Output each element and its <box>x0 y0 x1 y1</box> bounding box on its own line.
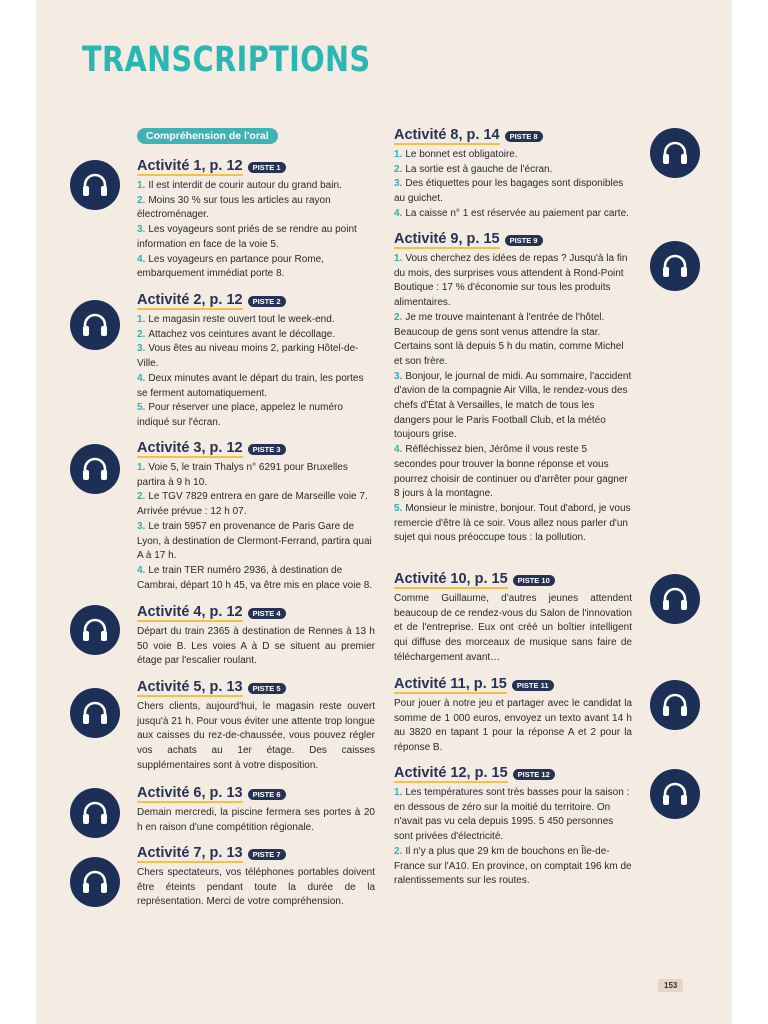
piste-badge[interactable]: PISTE 4 <box>248 608 286 619</box>
transcript-line: 1. Le bonnet est obligatoire. <box>394 149 518 160</box>
headphones-glyph <box>81 868 109 896</box>
right-earcup <box>681 600 687 610</box>
headphones-glyph <box>81 455 109 483</box>
transcript-line: 3. Les voyageurs sont priés de se rendre au point information en face de la voie 5. <box>137 224 357 250</box>
right-earcup <box>101 814 107 824</box>
headphones-icon[interactable] <box>650 574 700 624</box>
piste-badge[interactable]: PISTE 11 <box>512 680 554 691</box>
headphones-glyph <box>661 585 689 613</box>
headphones-glyph <box>81 616 109 644</box>
activity-3 <box>137 440 375 593</box>
activity-title: Activité 8, p. 14 <box>394 127 500 143</box>
piste-badge[interactable]: PISTE 10 <box>513 575 555 586</box>
section-label: Compréhension de l'oral <box>137 128 278 144</box>
transcript-line: 1. Voie 5, le train Thalys n° 6291 pour Bruxelles partira à 9 h 10. <box>137 462 348 488</box>
activity-12 <box>394 765 632 889</box>
activity-title: Activité 2, p. 12 <box>137 292 243 308</box>
transcript-line: 4. La caisse n° 1 est réservée au paiement par carte. <box>394 207 629 219</box>
headband <box>85 703 105 716</box>
transcript-text: Chers spectateurs, vos téléphones portables doivent être éteints pendant toute la durée de la représentation. Merci de votre compréhension. <box>137 867 375 908</box>
headphones-icon[interactable] <box>70 444 120 494</box>
headphones-glyph <box>81 171 109 199</box>
left-earcup <box>663 706 669 716</box>
left-earcup <box>83 631 89 641</box>
headphones-icon[interactable] <box>650 128 700 178</box>
transcript-line: 1. Les températures sont très basses pour la saison : en dessous de zéro sur la moitié du territoire. On n'avait pas vu cela depuis 1995. 5 450 personnes sont privées d'électricité. <box>394 787 630 843</box>
piste-badge[interactable]: PISTE 2 <box>248 296 286 307</box>
headphones-glyph <box>661 691 689 719</box>
transcript-line: 5. Pour réserver une place, appelez le numéro indiqué sur l'écran. <box>137 402 343 428</box>
headband <box>85 872 105 885</box>
activity-title: Activité 1, p. 12 <box>137 158 243 174</box>
transcript-line: 4. Le train TER numéro 2936, à destination de Cambrai, départ 10 h 45, va être mis en place voie 8. <box>137 564 373 591</box>
activity-title: Activité 6, p. 13 <box>137 785 243 801</box>
left-earcup <box>663 267 669 277</box>
activity-title: Activité 5, p. 13 <box>137 679 243 695</box>
headphones-icon[interactable] <box>70 688 120 738</box>
transcript-line: 3. Le train 5957 en provenance de Paris Gare de Lyon, à destination de Clermont-Ferrand, partira quai A à 17 h. <box>137 520 372 562</box>
headband <box>85 803 105 816</box>
left-earcup <box>83 714 89 724</box>
headphones-glyph <box>661 252 689 280</box>
left-earcup <box>663 795 669 805</box>
activity-title: Activité 12, p. 15 <box>394 765 508 781</box>
headphones-icon[interactable] <box>650 241 700 291</box>
piste-badge[interactable]: PISTE 6 <box>248 789 286 800</box>
transcript-line: 4. Réfléchissez bien, Jérôme il vous reste 5 secondes pour trouver la bonne réponse et vous pourrez choisir de continuer ou d'arrêter pour gagner 8 jours à la montagne. <box>394 444 628 500</box>
transcript-line: 1. Il est interdit de courir autour du grand bain. <box>137 180 342 191</box>
activity-title: Activité 10, p. 15 <box>394 571 508 587</box>
activity-2 <box>137 292 375 431</box>
page-title: TRANSCRIPTIONS <box>82 40 371 80</box>
right-earcup <box>101 326 107 336</box>
activity-1 <box>137 158 375 282</box>
headband <box>85 459 105 472</box>
transcript-text: Pour jouer à notre jeu et partager avec le candidat la somme de 1 000 euros, envoyez un texto avant 14 h au 3820 en tapant 1 pour la réponse A et 2 pour la réponse B. <box>394 698 632 754</box>
activity-7 <box>137 845 375 910</box>
transcript-line: 2. Attachez vos ceintures avant le décollage. <box>137 328 336 340</box>
piste-badge[interactable]: PISTE 1 <box>248 162 286 173</box>
transcript-line: 3. Des étiquettes pour les bagages sont disponibles au guichet. <box>394 178 624 205</box>
piste-badge[interactable]: PISTE 9 <box>505 235 543 246</box>
headband <box>665 589 685 602</box>
activity-4 <box>137 604 375 669</box>
activity-6 <box>137 785 375 835</box>
transcript-line: 4. Deux minutes avant le départ du train, les portes se ferment automatiquement. <box>137 372 364 399</box>
left-earcup <box>83 186 89 196</box>
piste-badge[interactable]: PISTE 12 <box>513 769 555 780</box>
headphones-glyph <box>661 780 689 808</box>
transcript-line: 2. La sortie est à gauche de l'écran. <box>394 163 553 175</box>
right-earcup <box>681 154 687 164</box>
transcript-line: 2. Moins 30 % sur tous les articles au rayon électroménager. <box>137 194 331 221</box>
piste-badge[interactable]: PISTE 3 <box>248 444 286 455</box>
activity-5 <box>137 679 375 774</box>
activity-title: Activité 11, p. 15 <box>394 676 507 692</box>
headband <box>85 315 105 328</box>
transcript-line: 1. Vous cherchez des idées de repas ? Jusqu'à la fin du mois, des surprises vous attendent à Rond-Point Boutique : 17 % d'économie sur tous les produits alimentaires. <box>394 253 628 309</box>
activity-title: Activité 9, p. 15 <box>394 231 500 247</box>
right-earcup <box>101 470 107 480</box>
transcript-text: Demain mercredi, la piscine fermera ses portes à 20 h en raison d'une compétition régionale. <box>137 807 375 833</box>
right-earcup <box>101 631 107 641</box>
left-earcup <box>663 600 669 610</box>
piste-badge[interactable]: PISTE 8 <box>505 131 543 142</box>
transcript-text: Comme Guillaume, d'autres jeunes attendent beaucoup de ce rendez-vous du Salon de l'innovation et de l'entreprise. Eux ont créé un boîtier intelligent qui diffuse des morceaux de musique sans faire de téléchargement avant… <box>394 593 632 663</box>
headphones-glyph <box>81 311 109 339</box>
right-earcup <box>101 186 107 196</box>
transcript-line: 3. Bonjour, le journal de midi. Au sommaire, l'accident d'avion de la compagnie Air Villa, le rendez-vous des chefs d'État à Versailles, le match de tous les dangers pour le Paris Football Club, et la météo toujours grise. <box>394 370 632 441</box>
headband <box>665 784 685 797</box>
left-earcup <box>83 883 89 893</box>
transcript-text: Chers clients, aujourd'hui, le magasin reste ouvert jusqu'à 21 h. Pour vous éviter une attente trop longue aux caisses du rez-de-chaussée, vous pouvez régler vos achats au 1er étage. Des caisses supplémentaires sont à votre disposition. <box>137 701 375 771</box>
transcript-line: 2. Le TGV 7829 entrera en gare de Marseille voie 7. Arrivée prévue : 12 h 07. <box>137 491 368 518</box>
transcript-line: 3. Vous êtes au niveau moins 2, parking Hôtel-de-Ville. <box>137 343 359 370</box>
right-earcup <box>681 795 687 805</box>
activity-10 <box>394 571 632 666</box>
headband <box>665 695 685 708</box>
headphones-icon[interactable] <box>70 605 120 655</box>
headphones-glyph <box>81 799 109 827</box>
left-earcup <box>663 154 669 164</box>
headphones-glyph <box>81 699 109 727</box>
right-earcup <box>681 267 687 277</box>
transcript-line: 2. Je me trouve maintenant à l'entrée de l'hôtel. Beaucoup de gens sont venus attendre la star. Certains sont là depuis 5 h du matin, comme Michel et son frère. <box>394 311 624 367</box>
page-number: 153 <box>658 979 683 992</box>
headphones-icon[interactable] <box>70 300 120 350</box>
transcript-text: Départ du train 2365 à destination de Rennes à 13 h 50 voie B. Les voies A à D se situent au premier étage par l'escalier roulant. <box>137 626 375 667</box>
transcript-line: 1. Le magasin reste ouvert tout le week-end. <box>137 314 335 325</box>
left-earcup <box>83 326 89 336</box>
piste-badge[interactable]: PISTE 5 <box>248 683 286 694</box>
piste-badge[interactable]: PISTE 7 <box>248 849 286 860</box>
headphones-icon[interactable] <box>70 160 120 210</box>
transcript-line: 2. Il n'y a plus que 29 km de bouchons en Île-de-France sur l'A10. En province, on comptait 196 km de ralentissements sur les routes. <box>394 845 632 887</box>
right-earcup <box>101 714 107 724</box>
transcript-line: 4. Les voyageurs en partance pour Rome, embarquement immédiat porte 8. <box>137 253 325 280</box>
headphones-icon[interactable] <box>70 857 120 907</box>
left-earcup <box>83 470 89 480</box>
headphones-icon[interactable] <box>650 680 700 730</box>
right-earcup <box>101 883 107 893</box>
activity-title: Activité 4, p. 12 <box>137 604 243 620</box>
headband <box>85 620 105 633</box>
headphones-icon[interactable] <box>650 769 700 819</box>
headphones-icon[interactable] <box>70 788 120 838</box>
activity-9 <box>394 231 632 546</box>
headband <box>665 143 685 156</box>
activity-8 <box>394 127 632 222</box>
right-earcup <box>681 706 687 716</box>
activity-title: Activité 3, p. 12 <box>137 440 243 456</box>
transcript-line: 5. Monsieur le ministre, bonjour. Tout d'abord, je vous remercie d'être là ce soir. Vous allez nous parler d'un sujet qui nous préoccupe tous : la pollution. <box>394 502 631 544</box>
activity-11 <box>394 676 632 756</box>
activity-title: Activité 7, p. 13 <box>137 845 243 861</box>
headphones-glyph <box>661 139 689 167</box>
headband <box>665 256 685 269</box>
left-earcup <box>83 814 89 824</box>
headband <box>85 175 105 188</box>
